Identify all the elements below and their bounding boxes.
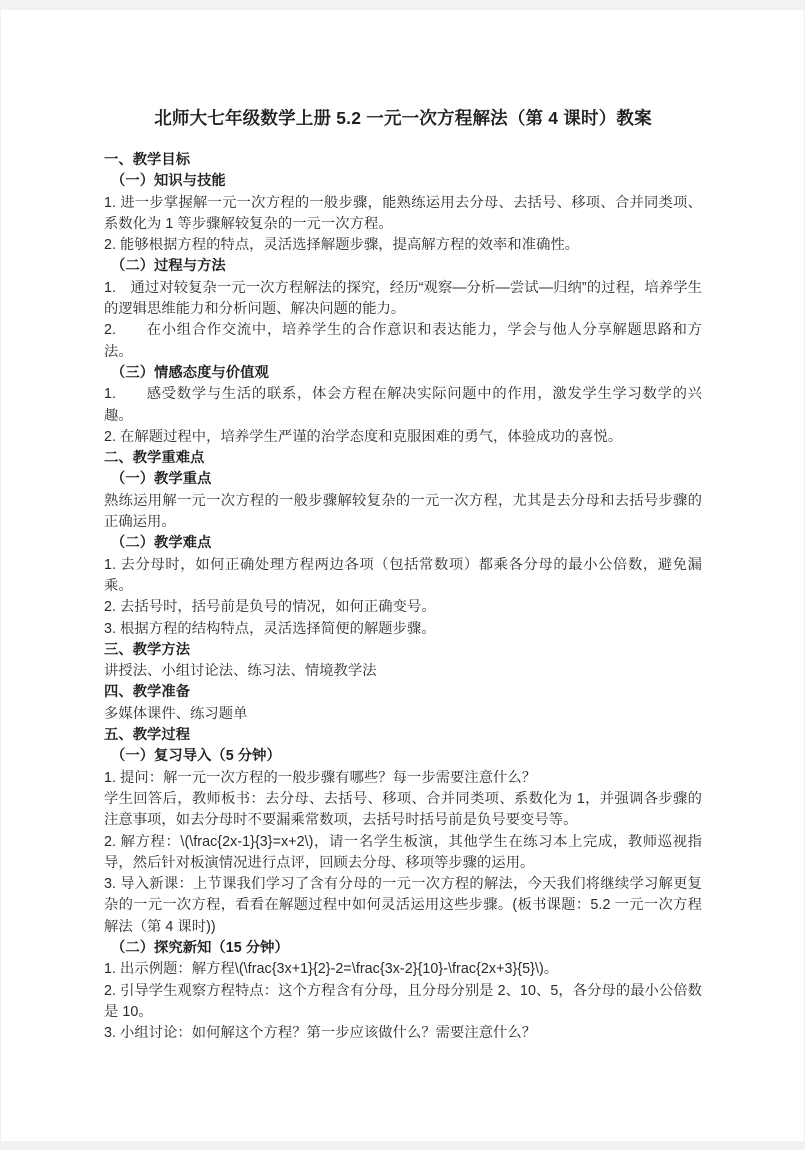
paragraph: 2. 在小组合作交流中，培养学生的合作意识和表达能力，学会与他人分享解题思路和方法。 bbox=[104, 322, 702, 360]
paragraph: 1. 提问：解一元一次方程的一般步骤有哪些？每一步需要注意什么？ bbox=[104, 769, 537, 786]
section-heading: 五、教学过程 bbox=[104, 727, 191, 744]
paragraph: 1. 出示例题：解方程\(\frac{3x+1}{2}-2=\frac{3x-2}{10}-\frac{2x+3}{5}\)。 bbox=[104, 961, 559, 978]
paragraph: 1. 通过对较复杂一元一次方程解法的探究，经历“观察—分析—尝试—归纳”的过程，培养学生的逻辑思维能力和分析问题、解决问题的能力。 bbox=[104, 279, 702, 318]
paragraph: 学生回答后，教师板书：去分母、去括号、移项、合并同类项、系数化为 1，并强调各步骤的注意事项，如去分母时不要漏乘常数项，去括号时括号前是负号要变号等。 bbox=[104, 790, 702, 829]
document-content bbox=[104, 103, 702, 1044]
subsection-heading: （一）知识与技能 bbox=[111, 173, 226, 190]
section-heading: 四、教学准备 bbox=[104, 684, 191, 701]
paragraph: 2. 引导学生观察方程特点：这个方程含有分母，且分母分别是 2、10、5，各分母的最小公倍数是 10。 bbox=[104, 982, 702, 1020]
paragraph: 熟练运用解一元一次方程的一般步骤解较复杂的一元一次方程，尤其是去分母和去括号步骤的正确运用。 bbox=[104, 492, 702, 531]
subsection-heading: （一）复习导入（5 分钟） bbox=[111, 748, 281, 765]
document-body bbox=[104, 150, 702, 1044]
page-title: 北师大七年级数学上册 5.2 一元一次方程解法（第 4 课时）教案 bbox=[154, 108, 652, 128]
section-heading: 三、教学方法 bbox=[104, 641, 191, 658]
subsection-heading: （二）过程与方法 bbox=[111, 258, 226, 275]
paragraph: 2. 去括号时，括号前是负号的情况，如何正确变号。 bbox=[104, 599, 436, 616]
paragraph: 讲授法、小组讨论法、练习法、情境教学法 bbox=[104, 663, 377, 680]
paragraph: 3. 小组讨论：如何解这个方程？第一步应该做什么？需要注意什么？ bbox=[104, 1025, 537, 1042]
paragraph: 2. 能够根据方程的特点，灵活选择解题步骤，提高解方程的效率和准确性。 bbox=[104, 237, 580, 254]
paragraph: 1. 去分母时，如何正确处理方程两边各项（包括常数项）都乘各分母的最小公倍数，避免漏乘。 bbox=[104, 556, 702, 594]
subsection-heading: （三）情感态度与价值观 bbox=[111, 364, 269, 381]
paragraph: 3. 导入新课：上节课我们学习了含有分母的一元一次方程的解法，今天我们将继续学习解更复杂的一元一次方程，看看在解题过程中如何灵活运用这些步骤。(板书课题：5.2 一元一次方程解法（第 4 课时)) bbox=[104, 876, 702, 935]
document-page bbox=[1, 10, 804, 1141]
paragraph: 1. 感受数学与生活的联系，体会方程在解决实际问题中的作用，激发学生学习数学的兴趣。 bbox=[104, 386, 702, 424]
subsection-heading: （二）探究新知（15 分钟） bbox=[111, 939, 289, 956]
paragraph: 3. 根据方程的结构特点，灵活选择简便的解题步骤。 bbox=[104, 620, 436, 637]
paragraph: 2. 在解题过程中，培养学生严谨的治学态度和克服困难的勇气，体验成功的喜悦。 bbox=[104, 428, 623, 445]
paragraph: 多媒体课件、练习题单 bbox=[104, 705, 248, 722]
section-heading: 一、教学目标 bbox=[104, 152, 191, 168]
paragraph: 2. 解方程：\(\frac{2x-1}{3}=x+2\)，请一名学生板演，其他学生在练习本上完成，教师巡视指导，然后针对板演情况进行点评，回顾去分母、移项等步骤的运用。 bbox=[104, 833, 702, 871]
section-heading: 二、教学重难点 bbox=[104, 450, 205, 467]
subsection-heading: （一）教学重点 bbox=[111, 471, 212, 488]
subsection-heading: （二）教学难点 bbox=[111, 535, 212, 552]
paragraph: 1. 进一步掌握解一元一次方程的一般步骤，能熟练运用去分母、去括号、移项、合并同类项、系数化为 1 等步骤解较复杂的一元一次方程。 bbox=[104, 194, 702, 232]
